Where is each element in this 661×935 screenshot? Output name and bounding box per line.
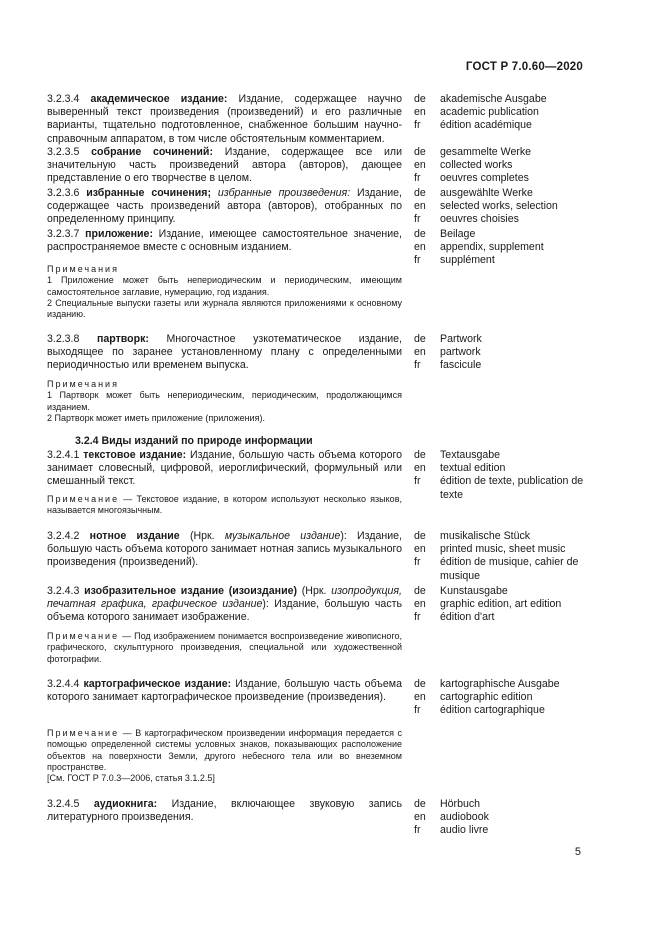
language-code: de: [414, 146, 426, 158]
translation-row: [414, 798, 584, 811]
translated-term: kartographische Ausgabe: [440, 678, 560, 690]
note-item: 2 Специальные выпуски газеты или журнала являются приложениями к основному изданию.: [47, 297, 402, 320]
translation-row: [414, 598, 584, 611]
note-dash: —: [123, 494, 133, 504]
language-code: en: [414, 462, 426, 475]
translation-row: [414, 449, 584, 462]
note-heading: Примечание: [47, 494, 120, 504]
translation-row: [414, 172, 584, 185]
term-entry: [47, 585, 402, 625]
translation-row: [414, 556, 584, 582]
translated-term: academic publication: [440, 106, 539, 119]
term-synonym: изопродукция, печатная графика, графическое издание: [47, 585, 402, 611]
note-item: 2 Партворк может иметь приложение (приложения).: [47, 412, 265, 423]
translated-term: partwork: [440, 346, 481, 359]
note-block: [47, 379, 402, 424]
language-code: fr: [414, 172, 421, 185]
term-number: 3.2.3.4: [47, 93, 80, 105]
translations: [414, 228, 584, 268]
term-name: нотное издание: [89, 530, 180, 542]
translations: [414, 585, 584, 625]
language-code: de: [414, 530, 426, 542]
translation-row: [414, 187, 584, 200]
note-item: 1 Приложение может быть непериодическим и периодическим, имеющим самостоятельное заглавие, нумерацию, год издания.: [47, 275, 402, 297]
term-entry: [47, 678, 402, 704]
language-code: de: [414, 585, 426, 597]
language-code: en: [414, 200, 426, 213]
translated-term: Beilage: [440, 228, 476, 240]
language-code: fr: [414, 213, 421, 226]
translated-term: édition de texte, publication de texte: [440, 475, 584, 501]
term-name: картографическое издание:: [83, 678, 232, 690]
language-code: en: [414, 543, 426, 556]
language-code: de: [414, 449, 426, 461]
term-number: 3.2.3.6: [47, 187, 80, 199]
section-heading: 3.2.4 Виды изданий по природе информации: [75, 435, 313, 447]
term-entry: [47, 187, 402, 227]
translation-row: [414, 159, 584, 172]
translation-row: [414, 119, 584, 132]
note-block: [47, 494, 402, 517]
translation-row: [414, 530, 584, 543]
language-code: fr: [414, 475, 421, 488]
language-code: de: [414, 187, 426, 199]
note-block: [47, 631, 402, 665]
translations: [414, 530, 584, 583]
translation-row: [414, 93, 584, 106]
term-name: аудиокнига:: [93, 798, 158, 810]
translation-row: [414, 213, 584, 226]
translation-row: [414, 359, 584, 372]
note-reference: [См. ГОСТ Р 7.0.3—2006, статья 3.1.2.5]: [47, 773, 215, 784]
language-code: en: [414, 598, 426, 611]
translated-term: akademische Ausgabe: [440, 93, 547, 105]
term-name: академическое издание:: [90, 93, 228, 105]
term-number: 3.2.4.3: [47, 585, 80, 597]
translated-term: Kunstausgabe: [440, 585, 508, 597]
translated-term: édition d'art: [440, 611, 495, 624]
translated-term: graphic edition, art edition: [440, 598, 562, 611]
term-entry: [47, 228, 402, 254]
translated-term: édition de musique, cahier de musique: [440, 556, 579, 582]
note-heading: Примечания: [47, 379, 119, 389]
translation-row: [414, 543, 584, 556]
language-code: en: [414, 241, 426, 254]
language-code: en: [414, 106, 426, 119]
translated-term: audiobook: [440, 811, 489, 824]
language-code: en: [414, 811, 426, 824]
term-definition: Издание, содержащее все или значительную часть произведений автора (авторов), дающее представление о его творчестве в целом.: [47, 146, 402, 185]
term-number: 3.2.3.5: [47, 146, 80, 158]
term-name: партворк:: [96, 333, 149, 345]
language-code: fr: [414, 359, 421, 372]
translation-row: [414, 824, 584, 837]
term-synonym: музыкальное издание: [224, 530, 341, 542]
language-code: fr: [414, 824, 421, 837]
language-code: en: [414, 346, 426, 359]
note-heading: Примечание: [47, 631, 120, 641]
translations: [414, 333, 584, 373]
note-dash: —: [122, 631, 132, 641]
term-number: 3.2.4.2: [47, 530, 80, 542]
translated-term: édition académique: [440, 119, 532, 132]
translated-term: audio livre: [440, 824, 489, 837]
term-prefix: (Нрк.: [301, 585, 327, 597]
translations: [414, 678, 584, 718]
language-code: en: [414, 159, 426, 172]
translation-row: [414, 106, 584, 119]
language-code: de: [414, 798, 426, 810]
term-definition: ): Издание, большую часть объема которого занимает нотная запись музыкального произведения (произведений).: [47, 530, 402, 569]
translated-term: gesammelte Werke: [440, 146, 532, 158]
term-name: собрание сочинений:: [91, 146, 213, 158]
term-definition: Издание, большую часть объема которого занимает словесный, цифровой, иероглифический, формульный или смешанный текст.: [47, 449, 402, 488]
translated-term: textual edition: [440, 462, 506, 475]
term-definition: Многочастное узкотематическое издание, выходящее по заранее установленному плану с определенными периодичностью или временем выпуска.: [47, 333, 402, 372]
term-entry: [47, 333, 402, 373]
language-code: en: [414, 691, 426, 704]
page-number: 5: [574, 846, 581, 858]
language-code: fr: [414, 254, 421, 267]
term-prefix: (Нрк.: [189, 530, 215, 542]
translated-term: Hörbuch: [440, 798, 481, 810]
language-code: fr: [414, 556, 421, 569]
note-block: [47, 264, 402, 320]
translations: [414, 798, 584, 838]
language-code: fr: [414, 119, 421, 132]
language-code: de: [414, 678, 426, 690]
translated-term: Partwork: [440, 333, 482, 345]
term-entry: [47, 93, 402, 146]
term-name: избранные сочинения;: [86, 187, 212, 199]
term-synonym: избранные произведения:: [217, 187, 351, 199]
language-code: de: [414, 93, 426, 105]
translations: [414, 93, 584, 133]
language-code: de: [414, 333, 426, 345]
translated-term: selected works, selection: [440, 200, 558, 213]
standard-designation: ГОСТ Р 7.0.60—2020: [465, 61, 583, 73]
translation-row: [414, 146, 584, 159]
language-code: fr: [414, 704, 421, 717]
translated-term: supplément: [440, 254, 495, 267]
translation-row: [414, 611, 584, 624]
language-code: de: [414, 228, 426, 240]
translated-term: collected works: [440, 159, 513, 172]
term-definition: Издание, большую часть объема которого занимает картографическое произведение (произведения).: [47, 678, 402, 704]
note-item: В картографическом произведении информация передается с помощью определенной системы условных знаков, показывающих расположение объектов на поверхности Земли, другого небесного тела или во внеземном пространстве.: [47, 728, 402, 772]
translated-term: ausgewählte Werke: [440, 187, 533, 199]
translated-term: fascicule: [440, 359, 482, 372]
translated-term: cartographic edition: [440, 691, 533, 704]
translated-term: oeuvres choisies: [440, 213, 519, 226]
term-entry: [47, 146, 402, 186]
translation-row: [414, 346, 584, 359]
translations: [414, 146, 584, 186]
term-name: изобразительное издание (изоиздание): [84, 585, 298, 597]
translation-row: [414, 811, 584, 824]
term-definition: Издание, содержащее часть произведений автора (авторов), отобранных по определенному принципу.: [47, 187, 402, 226]
term-number: 3.2.4.1: [47, 449, 80, 461]
translation-row: [414, 691, 584, 704]
term-number: 3.2.4.4: [47, 678, 80, 690]
translation-row: [414, 475, 584, 501]
translation-row: [414, 333, 584, 346]
note-item: Текстовое издание, в котором используют несколько языков, называется многоязычным.: [47, 494, 402, 516]
translated-term: printed music, sheet music: [440, 543, 566, 556]
translated-term: oeuvres completes: [440, 172, 529, 185]
term-entry: [47, 798, 402, 824]
translation-row: [414, 585, 584, 598]
translated-term: édition cartographique: [440, 704, 545, 717]
note-dash: —: [122, 728, 132, 738]
translations: [414, 187, 584, 227]
term-entry: [47, 530, 402, 570]
translation-row: [414, 200, 584, 213]
term-definition: Издание, включающее звуковую запись литературного произведения.: [47, 798, 402, 824]
term-number: 3.2.4.5: [47, 798, 80, 810]
note-heading: Примечания: [47, 264, 119, 274]
translation-row: [414, 704, 584, 717]
note-item: Под изображением понимается воспроизведение живописного, графического, скульптурного произведения, специальной или художественной фотографии.: [47, 631, 402, 664]
term-entry: [47, 449, 402, 489]
language-code: fr: [414, 611, 421, 624]
translated-term: musikalische Stück: [440, 530, 531, 542]
note-block: [47, 728, 402, 784]
translated-term: Textausgabe: [440, 449, 501, 461]
term-number: 3.2.3.8: [47, 333, 80, 345]
translated-term: appendix, supplement: [440, 241, 544, 254]
translation-row: [414, 254, 584, 267]
term-definition: Издание, содержащее научно выверенный текст произведения (произведений) и его различные варианты, тщательно подготовленное, снабженное большим научно-справочным аппаратом, в том числе обстоятельным комментарием.: [47, 93, 402, 145]
term-definition: Издание, имеющее самостоятельное значение, распространяемое вместе с основным изданием.: [47, 228, 402, 254]
term-definition: ): Издание, большую часть объема которого занимает изображение.: [47, 598, 402, 624]
term-name: текстовое издание:: [83, 449, 187, 461]
translation-row: [414, 462, 584, 475]
term-number: 3.2.3.7: [47, 228, 80, 240]
translation-row: [414, 228, 584, 241]
note-item: 1 Партворк может быть непериодическим, периодическим, продолжающимся изданием.: [47, 390, 402, 412]
translation-row: [414, 241, 584, 254]
term-name: приложение:: [85, 228, 153, 240]
translations: [414, 449, 584, 502]
translation-row: [414, 678, 584, 691]
note-heading: Примечание: [47, 728, 120, 738]
